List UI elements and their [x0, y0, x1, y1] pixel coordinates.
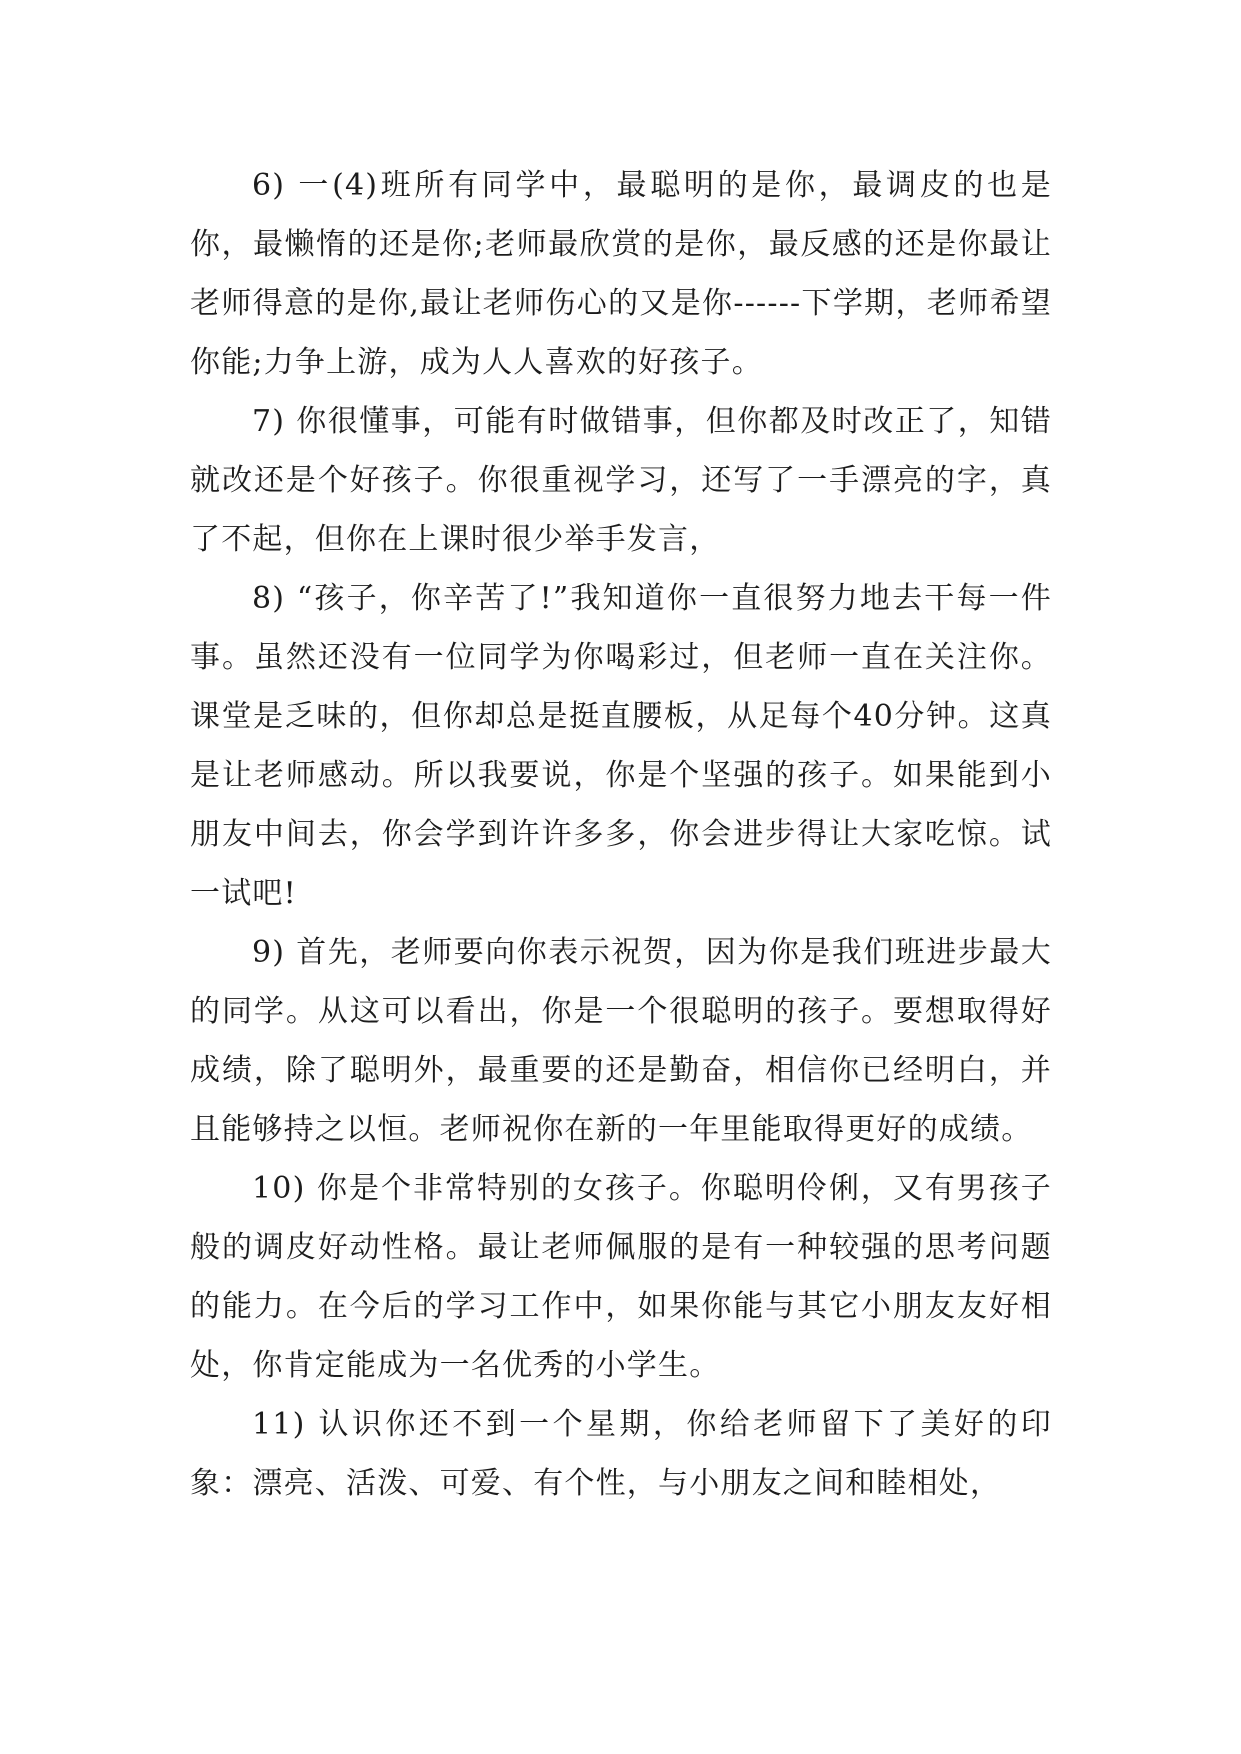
paragraph-7: 7) 你很懂事，可能有时做错事，但你都及时改正了，知错就改还是个好孩子。你很重视学习，还写了一手漂亮的字，真了不起，但你在上课时很少举手发言，: [190, 404, 1052, 557]
paragraph-10: 10) 你是个非常特别的女孩子。你聪明伶俐，又有男孩子般的调皮好动性格。最让老师佩服的是有一种较强的思考问题的能力。在今后的学习工作中，如果你能与其它小朋友友好相处，你肯定能成为一名优秀的小学生。: [190, 1171, 1052, 1383]
paragraph-11: 11) 认识你还不到一个星期，你给老师留下了美好的印象：漂亮、活泼、可爱、有个性，与小朋友之间和睦相处，: [190, 1407, 1052, 1501]
document-body: [190, 156, 1052, 1513]
paragraph-9: 9) 首先，老师要向你表示祝贺，因为你是我们班进步最大的同学。从这可以看出，你是一个很聪明的孩子。要想取得好成绩，除了聪明外，最重要的还是勤奋，相信你已经明白，并且能够持之以恒。老师祝你在新的一年里能取得更好的成绩。: [190, 935, 1052, 1147]
paragraph-8: 8) “孩子，你辛苦了!”我知道你一直很努力地去干每一件事。虽然还没有一位同学为你喝彩过，但老师一直在关注你。课堂是乏味的，但你却总是挺直腰板，从足每个40分钟。这真是让老师感动。所以我要说，你是个坚强的孩子。如果能到小朋友中间去，你会学到许许多多，你会进步得让大家吃惊。试一试吧!: [190, 581, 1052, 911]
paragraph-6: 6) 一(4)班所有同学中，最聪明的是你，最调皮的也是你，最懒惰的还是你;老师最欣赏的是你，最反感的还是你最让老师得意的是你,最让老师伤心的又是你------下学期，老师希望你能;力争上游，成为人人喜欢的好孩子。: [190, 168, 1052, 380]
